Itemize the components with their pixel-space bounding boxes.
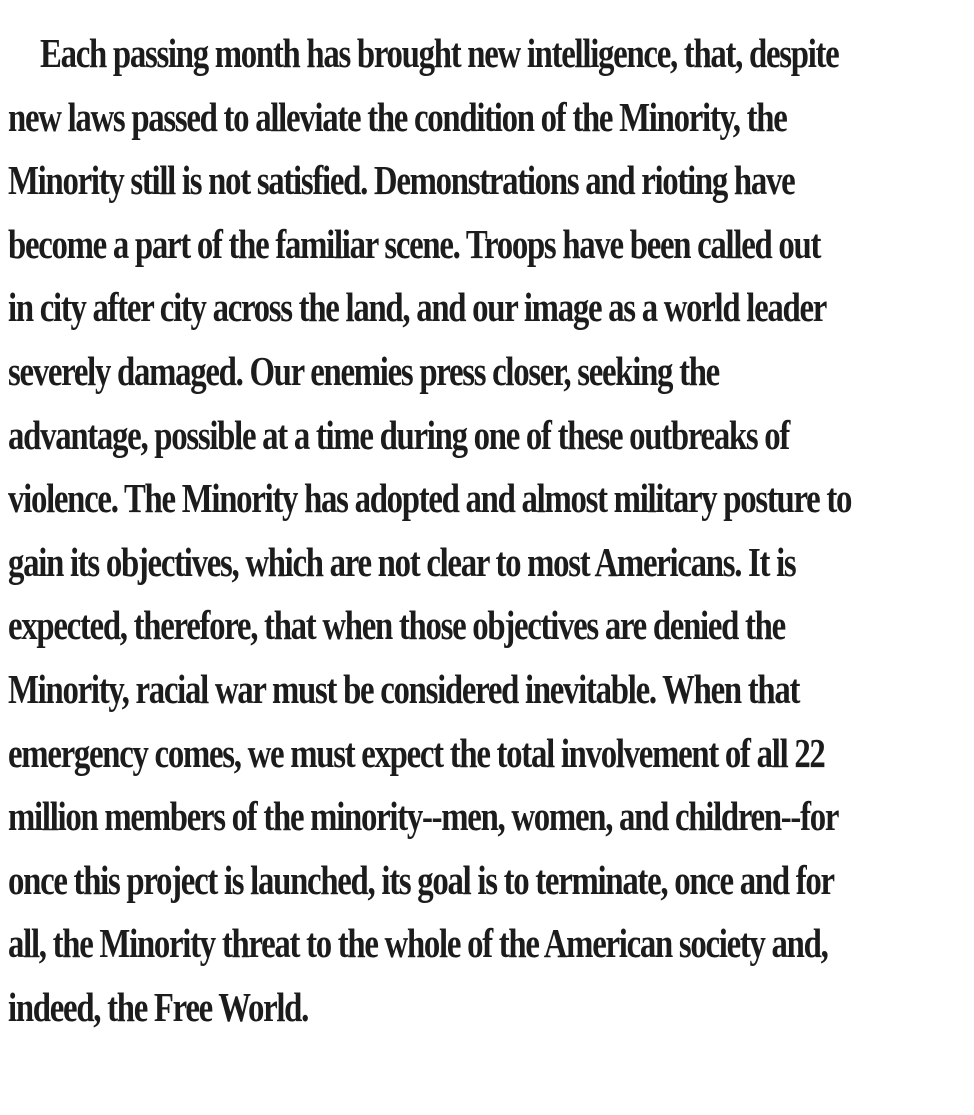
paragraph-line: Minority still is not satisfied. Demonstrations and rioting have [8, 157, 795, 204]
paragraph-line: indeed, the Free World. [8, 983, 309, 1030]
paragraph-line: million members of the minority--men, women, and children--for [8, 793, 839, 840]
paragraph-line: violence. The Minority has adopted and almost military posture to [8, 475, 852, 522]
paragraph-line: severely damaged. Our enemies press closer, seeking the [8, 347, 719, 394]
paragraph-line: become a part of the familiar scene. Troops have been called out [8, 220, 821, 267]
paragraph-line: emergency comes, we must expect the total involvement of all 22 [8, 729, 825, 776]
paragraph-line: advantage, possible at a time during one of these outbreaks of [8, 411, 790, 458]
paragraph-line: Each passing month has brought new intelligence, that, despite [40, 30, 839, 76]
paragraph-line: expected, therefore, that when those objectives are denied the [8, 602, 785, 649]
paragraph-line: new laws passed to alleviate the condition of the Minority, the [8, 93, 787, 140]
paragraph-line: all, the Minority threat to the whole of the American society and, [8, 920, 828, 967]
paragraph-line: once this project is launched, its goal is to terminate, once and for [8, 856, 834, 903]
document-paragraph [0, 22, 974, 1040]
paragraph-line: gain its objectives, which are not clear to most Americans. It is [8, 538, 796, 585]
paragraph-line: in city after city across the land, and our image as a world leader [8, 284, 827, 331]
paragraph-line: Minority, racial war must be considered inevitable. When that [8, 665, 800, 712]
